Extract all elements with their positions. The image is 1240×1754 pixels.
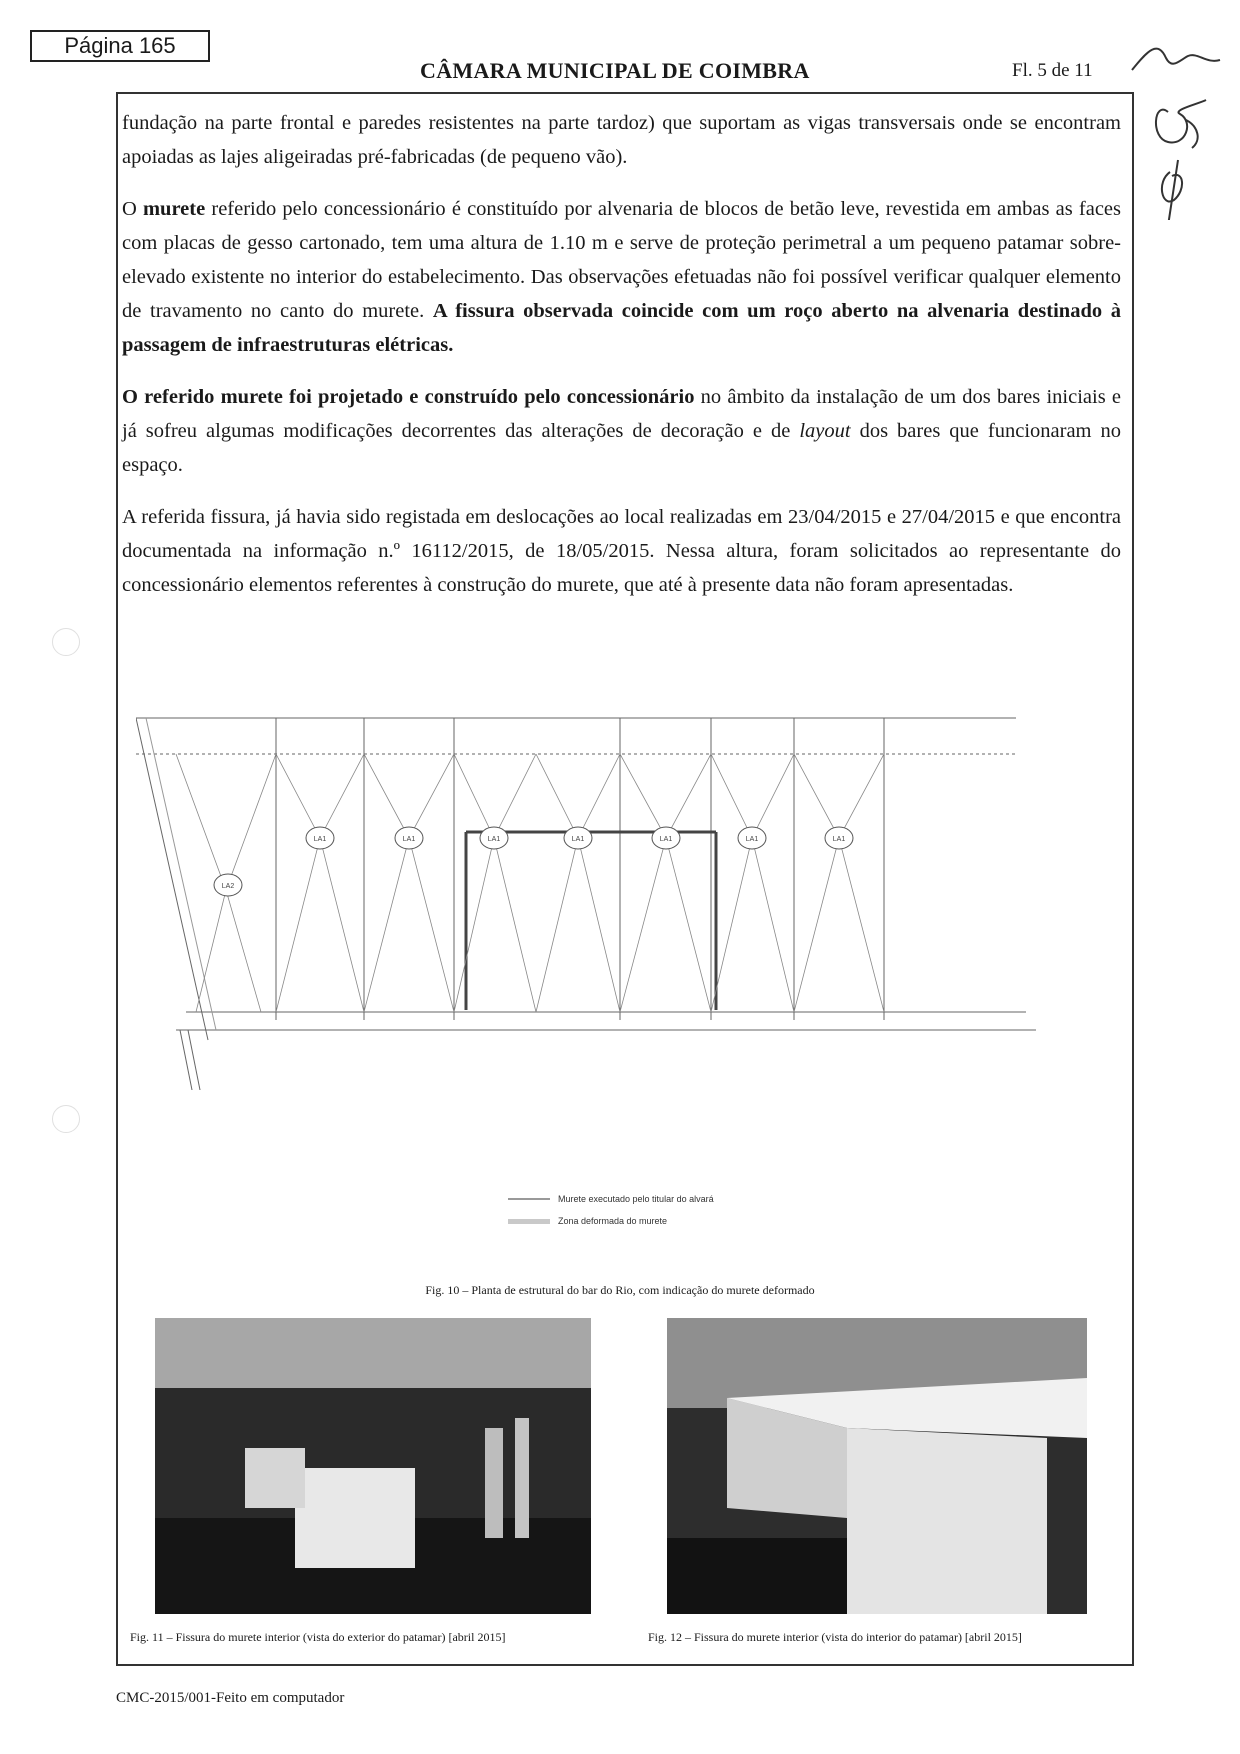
legend-line-swatch xyxy=(508,1198,550,1200)
folio-number: Fl. 5 de 11 xyxy=(1012,60,1093,81)
paragraph: O murete referido pelo concessionário é constituído por alvenaria de blocos de betão leve, revestida em ambas as faces com placas de gesso cartonado, tem uma altura de 1.10 m e serve de proteção perimetral a um pequeno patamar sobre-elevado existente no interior do estabelecimento. Das observações efetuadas não foi possível verificar qualquer elemento de travamento no canto do murete. A fissura observada coincide com um roço aberto na alvenaria destinado à passagem de infraestruturas elétricas. xyxy=(122,198,1121,356)
figure-11-caption: Fig. 11 – Fissura do murete interior (vista do exterior do patamar) [abril 2015] xyxy=(130,1630,506,1644)
punch-hole-mark xyxy=(52,1105,80,1133)
figure-12-caption: Fig. 12 – Fissura do murete interior (vista do interior do patamar) [abril 2015] xyxy=(648,1630,1022,1644)
header-title: CÂMARA MUNICIPAL DE COIMBRA xyxy=(420,58,810,83)
handwritten-signature xyxy=(1128,30,1228,220)
slab-label: LA1 xyxy=(832,836,846,843)
photo-fig-11 xyxy=(155,1318,591,1614)
document-footer: CMC-2015/001-Feito em computador xyxy=(116,1690,345,1706)
figure-10-caption: Fig. 10 – Planta de estrutural do bar do Rio, com indicação do murete deformado xyxy=(425,1283,815,1297)
slab-label: LA1 xyxy=(487,836,501,843)
body-text xyxy=(122,106,1121,620)
legend-label: Zona deformada do murete xyxy=(558,1216,668,1226)
slab-label: LA1 xyxy=(313,836,327,843)
slab-label: LA1 xyxy=(571,836,585,843)
slab-label: LA1 xyxy=(745,836,759,843)
paragraph: fundação na parte frontal e paredes resistentes na parte tardoz) que suportam as vigas transversais onde se encontram apoiadas as lajes aligeiradas pré-fabricadas (de pequeno vão). xyxy=(122,112,1121,168)
slab-label: LA1 xyxy=(402,836,416,843)
paragraph: O referido murete foi projetado e construído pelo concessionário no âmbito da instalação de um dos bares iniciais e já sofreu algumas modificações decorrentes das alterações de decoração e de layout dos bares que funcionaram no espaço. xyxy=(122,386,1122,476)
page-label: Página 165 xyxy=(30,30,210,62)
slab-label: LA1 xyxy=(659,836,673,843)
legend-zone-swatch xyxy=(508,1219,550,1224)
legend-label: Murete executado pelo titular do alvará xyxy=(558,1194,714,1204)
paragraph: A referida fissura, já havia sido registada em deslocações ao local realizadas em 23/04/2015 e 27/04/2015 e que encontra documentada na informação n.º 16112/2015, de 18/05/2015. Nessa altura, foram solicitados ao representante do concessionário elementos referentes à construção do murete, que até à presente data não foram apresentadas. xyxy=(122,506,1121,596)
figure-legend xyxy=(508,1188,714,1232)
photo-fig-12 xyxy=(667,1318,1087,1614)
slab-label: LA2 xyxy=(221,883,235,890)
punch-hole-mark xyxy=(52,628,80,656)
structural-plan-drawing xyxy=(136,700,1036,1090)
